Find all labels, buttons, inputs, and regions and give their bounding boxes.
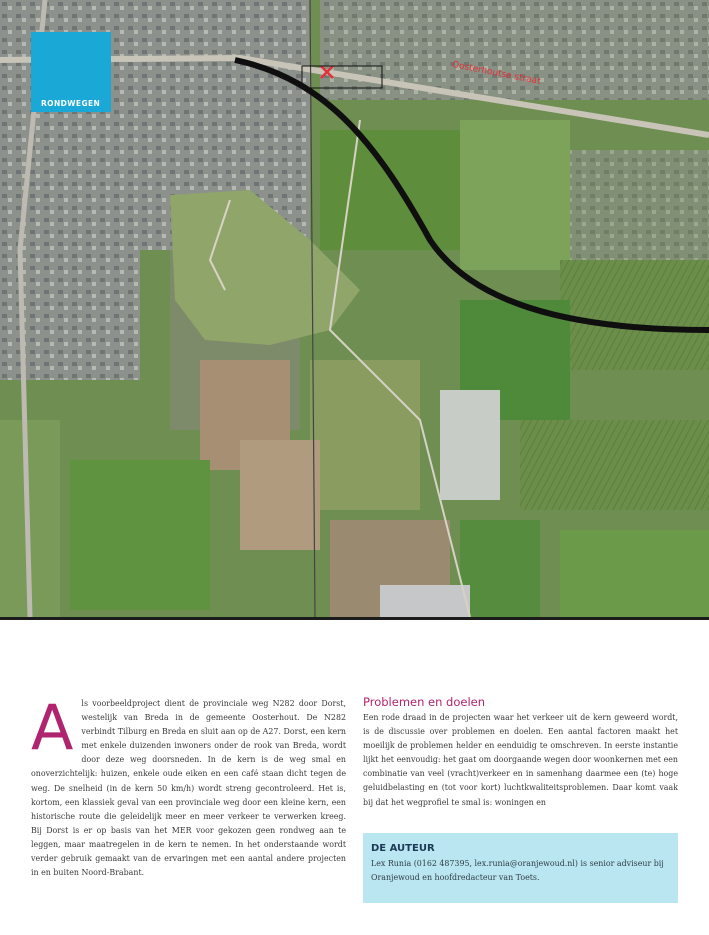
divider-strip bbox=[0, 617, 709, 620]
article-paragraph: ls voorbeeldproject dient de provinciale weg N282 door Dorst, westelijk van Breda in de gemeente Oosterhout. De N282 verbindt Tilburg en Breda en sluit aan op de A27. Dorst, een kern met enkele duizenden inwoners onder de rook van Breda, wordt door deze weg doorsneden. In de kern is de weg smal en onoverzichtelijk: huizen, enkele oude eiken en een café staan dicht tegen de weg. De snelheid (in de kern 50 km/h) wordt streng gecontroleerd. Het is, kortom, een klassiek geval van een provinciale weg door een kleine kern, een historische route die geleidelijk meer en meer verkeer te verwerken kreeg. Bij Dorst is er op basis van het MER voor gekozen geen rondweg aan te leggen, maar maatregelen in de kern te nemen. In het onderstaande wordt verder gebruik gemaakt van de ervaringen met een aantal andere projecten in en buiten Noord-Brabant. bbox=[31, 699, 346, 878]
section-heading: Problemen en doelen bbox=[363, 695, 486, 709]
author-box-text: Lex Runia (0162 487395, lex.runia@oranjewoud.nl) is senior adviseur bij Oranjewoud en hoofdredacteur van Toets. bbox=[371, 859, 664, 882]
author-box-title: DE AUTEUR bbox=[371, 843, 435, 854]
article-column-2 bbox=[363, 695, 678, 810]
drop-cap: A bbox=[31, 691, 74, 764]
map-road-label: Oosterhoutse straat bbox=[451, 60, 542, 87]
article-column-1 bbox=[31, 691, 346, 880]
section-tag bbox=[31, 32, 111, 112]
author-box bbox=[363, 833, 678, 903]
section-tag-label: RONDWEGEN bbox=[41, 99, 101, 108]
section-paragraph: Een rode draad in de projecten waar het verkeer uit de kern geweerd wordt, is de discussie over problemen en doelen. Een aantal factoren maakt het moeilijk de problemen helder en eenduidig te omschreven. In eerste instantie lijkt het eenvoudig: het gaat om doorgaande wegen door woonkernen met een combinatie van veel (vracht)verkeer en in samenhang daarmee een (te) hoge geluidbelasting en (tot voor kort) luchtkwaliteitsproblemen. Daar komt vaak bij dat het wegprofiel te smal is: woningen en bbox=[363, 713, 678, 807]
